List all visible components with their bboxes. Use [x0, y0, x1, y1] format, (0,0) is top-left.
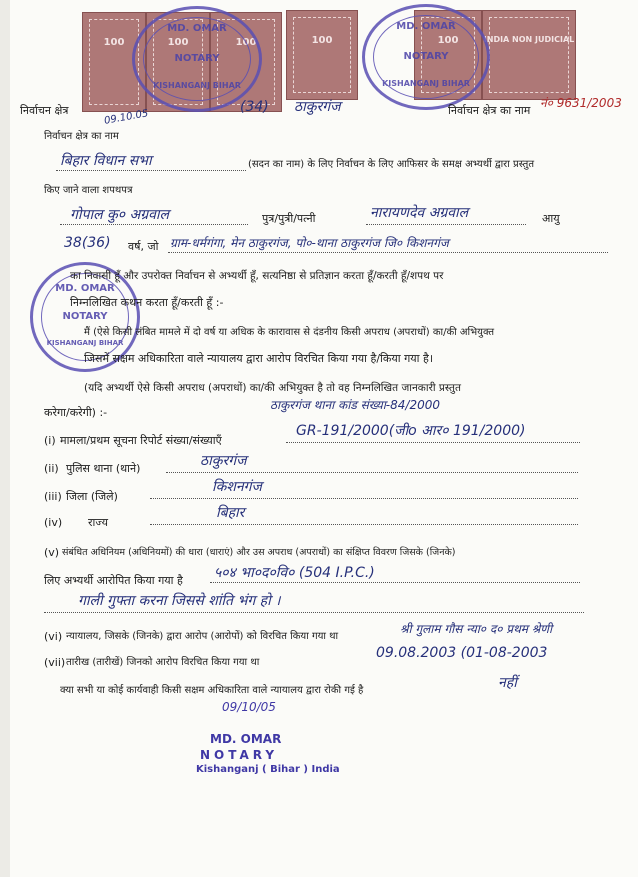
constituency-label: निर्वाचन क्षेत्र — [20, 104, 69, 117]
court-fee-stamp — [286, 10, 358, 100]
state-value: बिहार — [216, 505, 245, 521]
num-iii: (iii) — [44, 490, 62, 503]
section-value: ५०४ भा०द०वि० (504 I.P.C.) — [214, 565, 375, 581]
notary-name: MD. OMAR — [210, 732, 282, 746]
resident-text: का निवासी हूँ और उपरोक्त निर्वाचन से अभ्यर्थी हूँ, सत्यनिष्ठा से प्रतिज्ञान करता हूँ/करती हूँ/शपथ पर — [70, 270, 444, 282]
father-name: नारायणदेव अग्रवाल — [370, 205, 469, 221]
date-label: तारीख (तारीखें) जिनको आरोप विरचित किया गया था — [66, 657, 260, 668]
offence-description: गाली गुफ्ता करना जिससे शांति भंग हो । — [78, 593, 281, 609]
stamp-value: 100 — [235, 37, 257, 48]
num-iv: (iv) — [44, 516, 63, 529]
constituency-name-label: निर्वाचन क्षेत्र का नाम — [448, 104, 531, 117]
num-ii: (ii) — [44, 462, 59, 475]
num-vi: (vi) — [44, 630, 63, 643]
seal-notary: NOTARY — [174, 53, 220, 64]
num-i: (i) — [44, 434, 56, 447]
resident-text-cont: निम्नलिखित कथन करता हूँ/करती हूँ :- — [70, 296, 224, 309]
state-label: राज्य — [88, 516, 109, 529]
constituency-number: (34) — [240, 99, 269, 115]
item-2-text: (यदि अभ्यर्थी ऐसे किसी अपराध (अपराधों) का/की अभियुक्त है तो वह निम्नलिखित जानकारी प्रस्तुत — [84, 382, 461, 394]
seal-notary: NOTARY — [403, 51, 449, 62]
address-label: वर्ष, जो — [128, 240, 159, 253]
stamp-value: 100 — [167, 37, 189, 48]
case-note: ठाकुरगंज थाना कांड संख्या-84/2000 — [270, 398, 440, 412]
stamp-value: 100 — [311, 35, 333, 46]
constituency-name-label-2: निर्वाचन क्षेत्र का नाम — [44, 131, 119, 142]
seal-name: MD. OMAR — [55, 283, 115, 294]
case-number-value: GR-191/2000(जीo आर० 191/2000) — [296, 423, 526, 439]
scan-edge — [0, 0, 10, 877]
item-2-text-cont: करेगा/करेगी) :- — [44, 406, 108, 419]
police-station-label: पुलिस थाना (थाने) — [66, 462, 141, 475]
district-label: जिला (जिले) — [66, 490, 118, 503]
court-fee-stamp — [482, 10, 576, 100]
court-label: न्यायालय, जिसके (जिनके) द्वारा आरोप (आरोपों) को विरचित किया गया था — [66, 631, 339, 642]
address-value: ग्राम-धर्मगंगा, मेन ठाकुरगंज, पो०-थाना ठाकुरगंज जि० किशनगंज — [170, 236, 449, 250]
notary-sign-date: 09/10/05 — [222, 700, 276, 714]
seal-name: MD. OMAR — [396, 21, 456, 32]
seal-notary: NOTARY — [62, 311, 108, 322]
seal-name: MD. OMAR — [167, 23, 227, 34]
stamp-legend: INDIA NON JUDICIAL — [483, 35, 575, 44]
notary-seal — [132, 6, 262, 112]
house-label: (सदन का नाम) के लिए निर्वाचन के लिए आफिसर के समक्ष अभ्यर्थी द्वारा प्रस्तुत — [248, 159, 535, 170]
seal-place: KISHANGANJ BIHAR — [382, 79, 470, 88]
stamp-value: 100 — [103, 37, 125, 48]
seal-place: KISHANGANJ BIHAR — [153, 81, 241, 90]
item-1-text: मैं (ऐसे किसी लंबित मामले में दो वर्ष या अधिक के कारावास से दंडनीय किसी अपराध (अपराधों) का/की अभियुक्त — [84, 327, 495, 338]
house-name-value: बिहार विधान सभा — [60, 153, 152, 169]
charge-date-value: 09.08.2003 (01-08-2003 — [376, 645, 548, 661]
notary-seal — [362, 4, 490, 110]
appeal-value: नहीं — [498, 675, 517, 691]
age-label: आयु — [542, 212, 560, 225]
seal-place: KISHANGANJ BIHAR — [46, 339, 124, 347]
constituency-name: ठाकुरगंज — [294, 99, 341, 115]
section-label-cont: लिए अभ्यर्थी आरोपित किया गया है — [44, 574, 183, 587]
num-v: (v) — [44, 546, 60, 559]
police-station-value: ठाकुरगंज — [200, 453, 247, 469]
notary-place: Kishanganj ( Bihar ) India — [196, 764, 340, 775]
relation-label: पुत्र/पुत्री/पत्नी — [262, 212, 316, 225]
district-value: किशनगंज — [212, 479, 262, 495]
candidate-name: गोपाल कु० अग्रवाल — [70, 207, 170, 223]
seal-date-handwritten: 09.10.05 — [103, 108, 150, 127]
section-label: संबंधित अधिनियम (अधिनियमों) की धारा (धाराएं) और उस अपराध (अपराधों) का संक्षिप्त विवरण जिसके (जिनके) — [62, 547, 456, 558]
stamp-value: 100 — [437, 35, 459, 46]
appeal-label: क्या सभी या कोई कार्यवाही किसी सक्षम अधिकारिता वाले न्यायालय द्वारा रोकी गई है — [60, 685, 364, 696]
num-vii: (vii) — [44, 656, 66, 669]
case-number-label: मामला/प्रथम सूचना रिपोर्ट संख्या/संख्याएँ — [60, 434, 222, 447]
item-1-text-cont: जिसमें सक्षम अधिकारिता वाले न्यायालय द्वारा आरोप विरचित किया गया है/किया गया है। — [84, 352, 434, 365]
court-value: श्री गुलाम गौस न्या० द० प्रथम श्रेणी — [400, 622, 553, 636]
house-label-cont: किए जाने वाला शपथपत्र — [44, 185, 133, 196]
reference-number: नं० 9631/2003 — [540, 96, 622, 110]
notary-title: NOTARY — [200, 748, 279, 762]
age-value: 38(36) — [64, 235, 111, 251]
